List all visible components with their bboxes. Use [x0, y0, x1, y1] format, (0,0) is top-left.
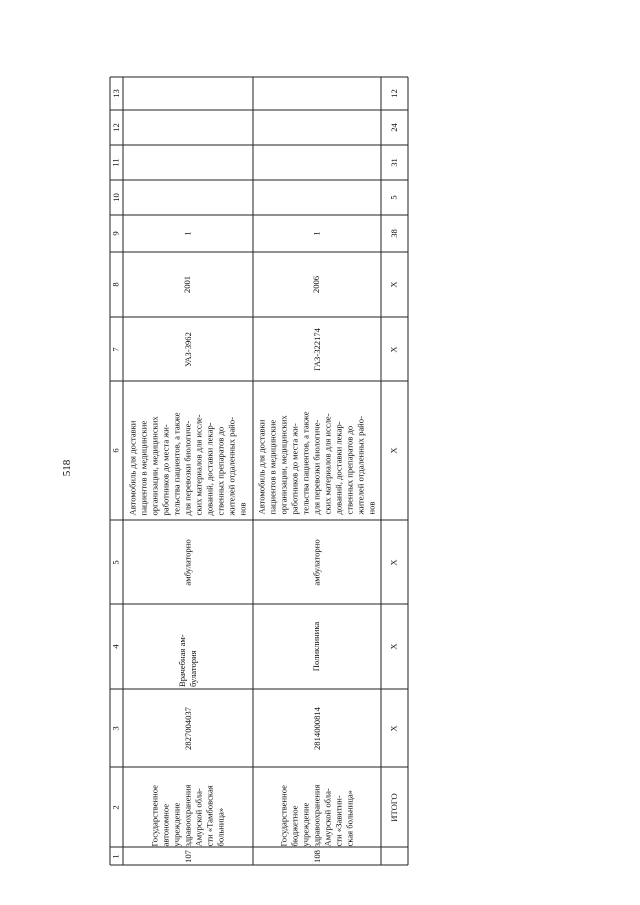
total-col-7: X: [389, 345, 399, 353]
total-col-3: X: [389, 724, 399, 732]
total-col-13: 12: [389, 89, 399, 98]
header-col-13: 13: [111, 89, 121, 98]
total-label: ИТОГО: [389, 792, 400, 822]
vehicle-table: [110, 77, 408, 865]
row-107-number: 107: [182, 849, 193, 863]
row-108-purpose: Автомобиль для доставки пациентов в медицинские организации, медицинских работников до места жи- тельства пациентов, а также для перевозки биологиче- ских материалов для иссле- дований, доставки лекар- ственных препаратов до жителей отдаленных райо- нов: [256, 411, 377, 515]
row-108-model: ГАЗ-322174: [311, 327, 322, 371]
header-col-12: 12: [111, 123, 121, 132]
header-col-10: 10: [111, 193, 121, 202]
header-col-5: 5: [110, 559, 121, 565]
header-col-8: 8: [110, 282, 121, 287]
row-108-unit: Поликлиника: [311, 621, 322, 672]
total-col-12: 24: [389, 123, 399, 132]
total-col-8: X: [389, 281, 399, 288]
header-col-7: 7: [110, 346, 121, 352]
header-col-9: 9: [110, 231, 121, 236]
row-108-care: амбулаторно: [311, 538, 322, 586]
row-107-purpose: Автомобиль для доставки пациентов в медицинские организации, медицинских работников до места жи- тельства пациентов, а также для перевозки биологиче- ских материалов для иссле- дований, доставки лекар- ственных препаратов до жителей отдаленных райо- нов: [127, 412, 248, 516]
row-107-unit: Врачебная ам- булатория: [177, 633, 198, 687]
row-108-year: 2006: [311, 275, 322, 294]
row-107-care: амбулаторно: [182, 538, 193, 586]
row-108-number: 108: [311, 849, 322, 863]
header-col-4: 4: [110, 644, 121, 649]
header-col-2: 2: [110, 804, 121, 810]
row-107-col-9: 1: [182, 231, 193, 236]
header-col-3: 3: [110, 725, 121, 731]
header-col-1: 1: [110, 853, 121, 859]
row-108-col-9: 1: [311, 231, 322, 236]
page-number: 518: [61, 459, 73, 477]
row-107-year: 2001: [182, 275, 193, 294]
total-col-6: X: [389, 447, 399, 454]
total-col-10: 5: [388, 195, 399, 200]
row-107-inn: 2827004037: [182, 706, 193, 750]
row-108-institution: Государственное бюджетное учреждение здравоохранения Амурской обла- сти «Завитин- ская больница»: [278, 783, 355, 846]
total-col-4: X: [389, 643, 399, 650]
total-col-9: 38: [389, 229, 399, 238]
row-107-institution: Государственное автономное учреждение здравоохранения Амурской обла- сти «Тамбовская больница»: [149, 783, 226, 846]
row-107-model: УАЗ-3962: [182, 331, 193, 367]
row-108-inn: 2814000814: [311, 706, 322, 750]
header-col-6: 6: [110, 448, 121, 453]
total-col-5: X: [389, 558, 399, 566]
header-col-11: 11: [111, 158, 121, 167]
total-col-11: 31: [389, 158, 399, 167]
